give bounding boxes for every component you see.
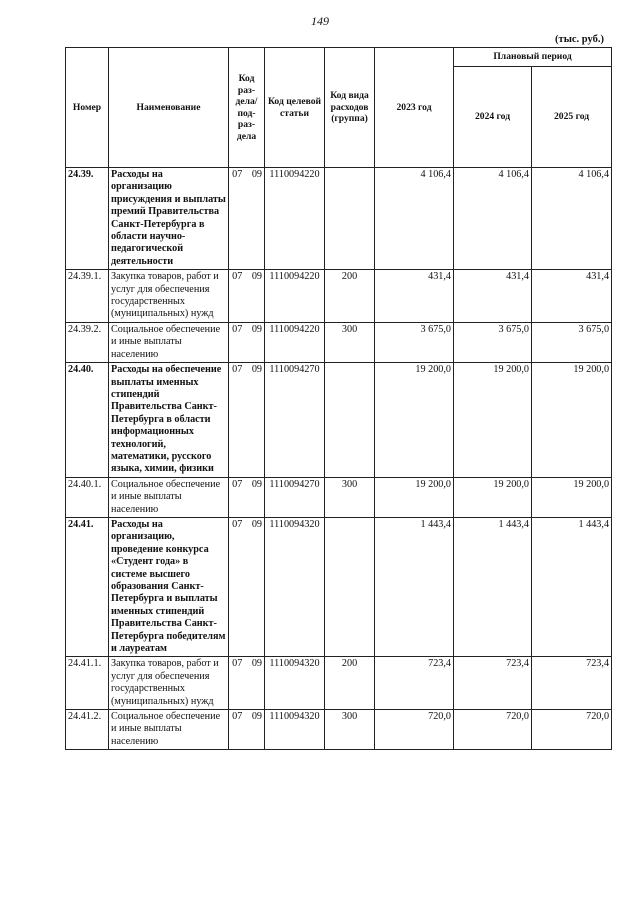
section-code: 07 bbox=[229, 657, 246, 710]
amount-2024: 723,4 bbox=[454, 657, 532, 710]
header-expense-type: Код вида расходов (группа) bbox=[325, 48, 375, 168]
row-name: Закупка товаров, работ и услуг для обеспечения государственных (муниципальных) нужд bbox=[109, 270, 229, 323]
header-plan-period: Плановый период bbox=[454, 48, 612, 67]
subsection-code: 09 bbox=[246, 710, 265, 750]
expense-type-code: 300 bbox=[325, 322, 375, 362]
row-number: 24.39.1. bbox=[66, 270, 109, 323]
table-row bbox=[66, 477, 612, 517]
header-2025: 2025 год bbox=[532, 67, 612, 168]
subsection-code: 09 bbox=[246, 477, 265, 517]
amount-2023: 1 443,4 bbox=[375, 517, 454, 656]
table-row bbox=[66, 270, 612, 323]
amount-2025: 4 106,4 bbox=[532, 168, 612, 270]
table-body bbox=[66, 168, 612, 750]
header-2023: 2023 год bbox=[375, 48, 454, 168]
amount-2024: 19 200,0 bbox=[454, 477, 532, 517]
row-number: 24.41. bbox=[66, 517, 109, 656]
amount-2023: 3 675,0 bbox=[375, 322, 454, 362]
amount-2024: 19 200,0 bbox=[454, 363, 532, 478]
expense-type-code bbox=[325, 363, 375, 478]
subsection-code: 09 bbox=[246, 322, 265, 362]
amount-2025: 19 200,0 bbox=[532, 363, 612, 478]
target-code: 1110094270 bbox=[265, 477, 325, 517]
amount-2024: 3 675,0 bbox=[454, 322, 532, 362]
table-row bbox=[66, 710, 612, 750]
row-number: 24.40. bbox=[66, 363, 109, 478]
subsection-code: 09 bbox=[246, 517, 265, 656]
expense-type-code: 200 bbox=[325, 657, 375, 710]
section-code: 07 bbox=[229, 477, 246, 517]
row-name: Социальное обеспечение и иные выплаты населению bbox=[109, 710, 229, 750]
row-name: Закупка товаров, работ и услуг для обеспечения государственных (муниципальных) нужд bbox=[109, 657, 229, 710]
section-code: 07 bbox=[229, 710, 246, 750]
target-code: 1110094320 bbox=[265, 517, 325, 656]
amount-2024: 431,4 bbox=[454, 270, 532, 323]
amount-2024: 1 443,4 bbox=[454, 517, 532, 656]
row-number: 24.39.2. bbox=[66, 322, 109, 362]
amount-2025: 3 675,0 bbox=[532, 322, 612, 362]
amount-2024: 4 106,4 bbox=[454, 168, 532, 270]
expense-type-code: 200 bbox=[325, 270, 375, 323]
amount-2023: 723,4 bbox=[375, 657, 454, 710]
amount-2023: 19 200,0 bbox=[375, 477, 454, 517]
section-code: 07 bbox=[229, 270, 246, 323]
header-name: Наименование bbox=[109, 48, 229, 168]
row-number: 24.41.1. bbox=[66, 657, 109, 710]
table-row bbox=[66, 168, 612, 270]
section-code: 07 bbox=[229, 168, 246, 270]
table-row bbox=[66, 517, 612, 656]
section-code: 07 bbox=[229, 363, 246, 478]
budget-table bbox=[65, 47, 612, 750]
subsection-code: 09 bbox=[246, 270, 265, 323]
expense-type-code: 300 bbox=[325, 710, 375, 750]
amount-2023: 4 106,4 bbox=[375, 168, 454, 270]
expense-type-code bbox=[325, 168, 375, 270]
row-name: Расходы на организацию, проведение конкурса «Студент года» в системе высшего образования Санкт-Петербурга и выплаты именных стипендий Правительства Санкт-Петербурга победителям и лауреатам bbox=[109, 517, 229, 656]
row-name: Расходы на организацию присуждения и выплаты премий Правительства Санкт-Петербурга в области научно-педагогической деятельности bbox=[109, 168, 229, 270]
row-name: Расходы на обеспечение выплаты именных стипендий Правительства Санкт-Петербурга в области информационных технологий, математики, русского языка, химии, физики bbox=[109, 363, 229, 478]
row-name: Социальное обеспечение и иные выплаты населению bbox=[109, 477, 229, 517]
amount-2025: 19 200,0 bbox=[532, 477, 612, 517]
section-code: 07 bbox=[229, 322, 246, 362]
subsection-code: 09 bbox=[246, 657, 265, 710]
page-number: 149 bbox=[311, 14, 329, 28]
target-code: 1110094270 bbox=[265, 363, 325, 478]
target-code: 1110094220 bbox=[265, 270, 325, 323]
row-name: Социальное обеспечение и иные выплаты населению bbox=[109, 322, 229, 362]
table-row bbox=[66, 322, 612, 362]
amount-2025: 723,4 bbox=[532, 657, 612, 710]
section-code: 07 bbox=[229, 517, 246, 656]
subsection-code: 09 bbox=[246, 168, 265, 270]
amount-2025: 1 443,4 bbox=[532, 517, 612, 656]
table-row bbox=[66, 363, 612, 478]
amount-2025: 720,0 bbox=[532, 710, 612, 750]
expense-type-code bbox=[325, 517, 375, 656]
row-number: 24.39. bbox=[66, 168, 109, 270]
header-2024: 2024 год bbox=[454, 67, 532, 168]
target-code: 1110094320 bbox=[265, 710, 325, 750]
row-number: 24.40.1. bbox=[66, 477, 109, 517]
target-code: 1110094220 bbox=[265, 322, 325, 362]
header-section-code: Код раз-дела/ под-раз-дела bbox=[229, 48, 265, 168]
unit-label: (тыс. руб.) bbox=[555, 34, 604, 45]
target-code: 1110094320 bbox=[265, 657, 325, 710]
amount-2023: 19 200,0 bbox=[375, 363, 454, 478]
amount-2024: 720,0 bbox=[454, 710, 532, 750]
amount-2023: 431,4 bbox=[375, 270, 454, 323]
header-target-code: Код целевой статьи bbox=[265, 48, 325, 168]
table-row bbox=[66, 657, 612, 710]
subsection-code: 09 bbox=[246, 363, 265, 478]
amount-2023: 720,0 bbox=[375, 710, 454, 750]
amount-2025: 431,4 bbox=[532, 270, 612, 323]
row-number: 24.41.2. bbox=[66, 710, 109, 750]
expense-type-code: 300 bbox=[325, 477, 375, 517]
header-number: Номер bbox=[66, 48, 109, 168]
target-code: 1110094220 bbox=[265, 168, 325, 270]
